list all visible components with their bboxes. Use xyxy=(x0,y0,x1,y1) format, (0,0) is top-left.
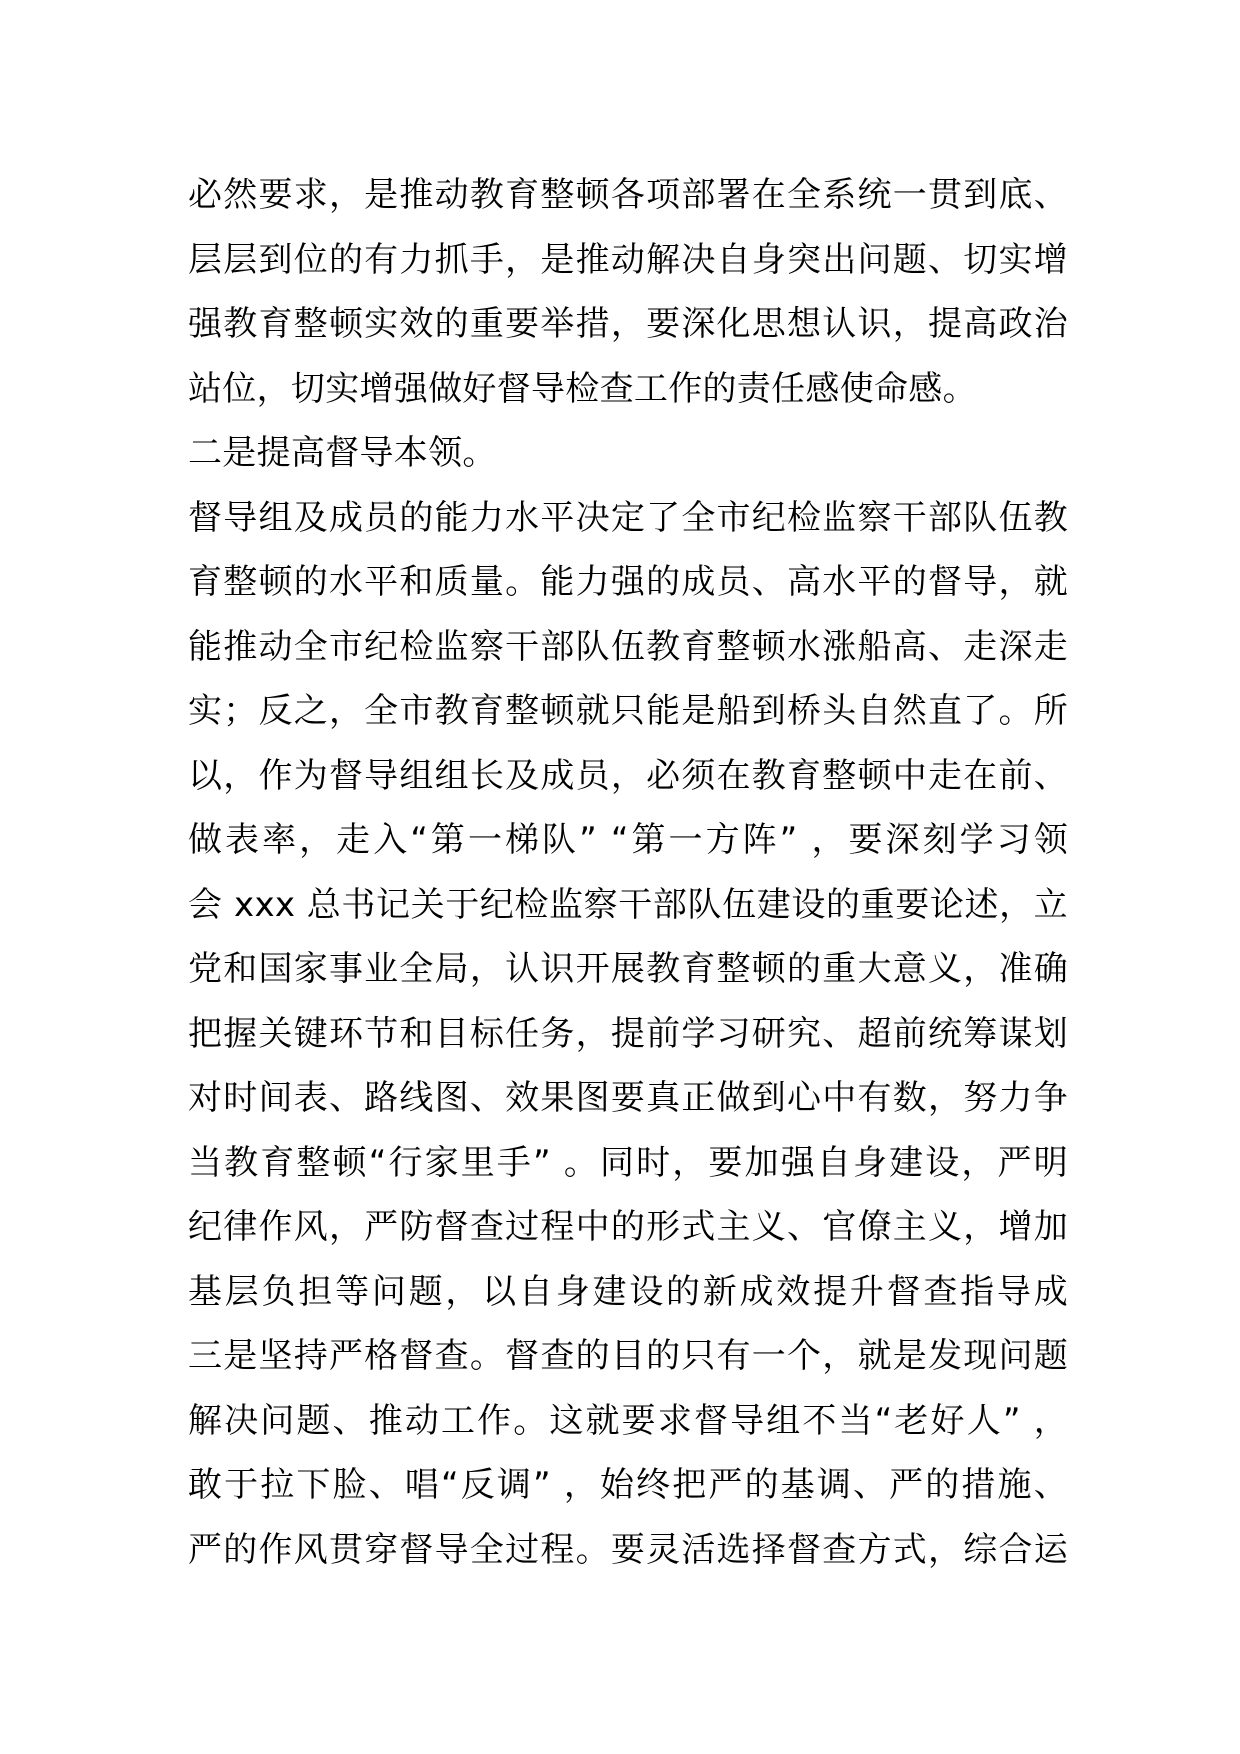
text-line: 把握关键环节和目标任务，提前学习研究、超前统筹谋划 xyxy=(188,1013,1068,1054)
text-line: 必然要求，是推动教育整顿各项部署在全系统一贯到底、 xyxy=(188,175,1068,215)
body-text xyxy=(188,163,1068,1582)
text-line: 严的作风贯穿督导全过程。要灵活选择督查方式，综合运 xyxy=(188,1529,1068,1570)
text-line: 基层负担等问题，以自身建设的新成效提升督查指导成 xyxy=(188,1271,1068,1312)
text-line: 实；反之，全市教育整顿就只能是船到桥头自然直了。所 xyxy=(188,691,1068,731)
text-line: 能推动全市纪检监察干部队伍教育整顿水涨船高、走深走 xyxy=(188,626,1068,667)
text-line: 督导组及成员的能力水平决定了全市纪检监察干部队伍教 xyxy=(188,497,1068,538)
text-line: 会 xxx 总书记关于纪检监察干部队伍建设的重要论述，立 xyxy=(188,884,1068,925)
section-heading: 二是提高督导本领。 xyxy=(188,433,497,473)
text-line: 做表率，走入“第一梯队” “第一方阵” ，要深刻学习领 xyxy=(188,820,1068,860)
text-line: 解决问题、推动工作。这就要求督导组不当“老好人” ， xyxy=(188,1400,1068,1441)
text-line: 纪律作风，严防督查过程中的形式主义、官僚主义，增加 xyxy=(188,1207,1068,1247)
text-line: 三是坚持严格督查。督查的目的只有一个，就是发现问题 xyxy=(188,1336,1068,1376)
text-line: 层层到位的有力抓手，是推动解决自身突出问题、切实增 xyxy=(188,239,1068,280)
text-line: 育整顿的水平和质量。能力强的成员、高水平的督导，就 xyxy=(188,562,1068,602)
text-line: 当教育整顿“行家里手” 。同时，要加强自身建设，严明 xyxy=(188,1142,1068,1183)
text-line: 强教育整顿实效的重要举措，要深化思想认识，提高政治 xyxy=(188,304,1068,344)
text-line: 敢于拉下脸、唱“反调” ，始终把严的基调、严的措施、 xyxy=(188,1465,1068,1505)
text-line: 以，作为督导组组长及成员，必须在教育整顿中走在前、 xyxy=(188,755,1068,796)
text-line: 站位，切实增强做好督导检查工作的责任感使命感。 xyxy=(188,368,977,409)
text-line: 对时间表、路线图、效果图要真正做到心中有数，努力争 xyxy=(188,1078,1068,1118)
text-line: 党和国家事业全局，认识开展教育整顿的重大意义，准确 xyxy=(188,949,1068,989)
